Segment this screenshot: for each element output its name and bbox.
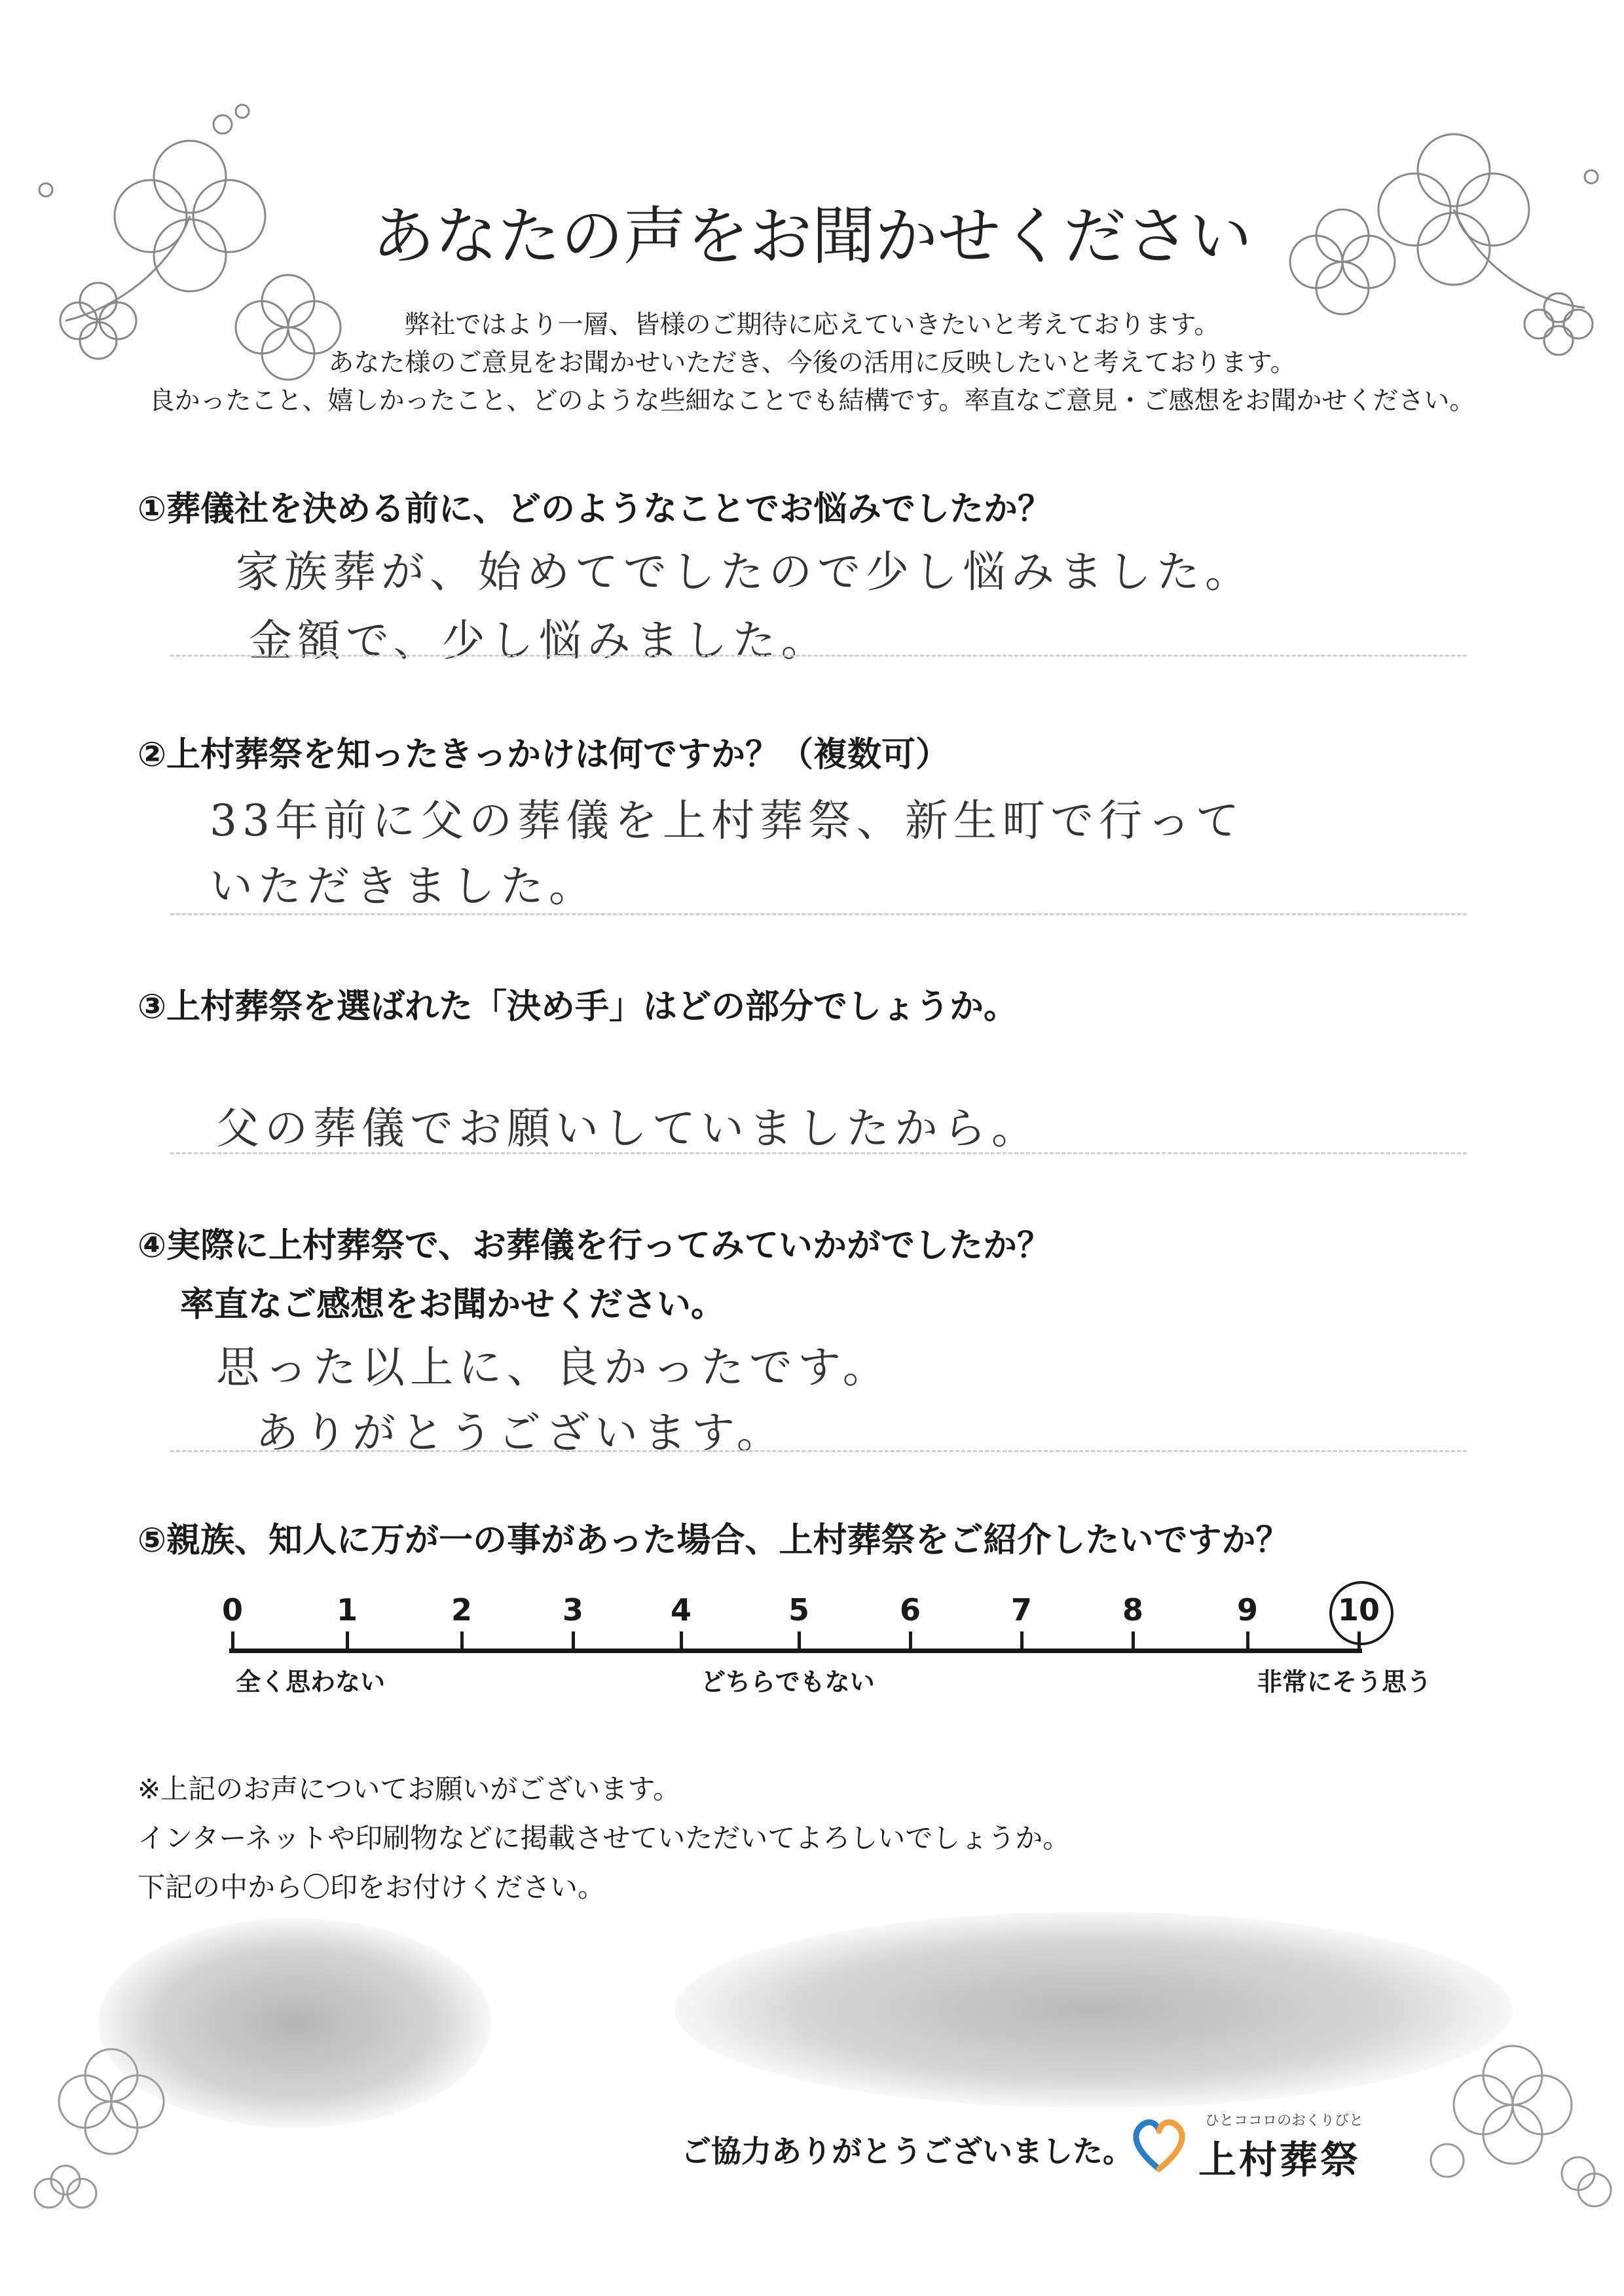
- scale-number[interactable]: 4: [670, 1592, 692, 1628]
- brand-name: 上村葬祭: [1198, 2138, 1361, 2182]
- scale-right-label: 非常にそう思う: [1257, 1667, 1432, 1696]
- scale-tick: [909, 1631, 912, 1651]
- scale-tick: [680, 1631, 683, 1651]
- scale-number[interactable]: 10: [1337, 1592, 1380, 1628]
- intro-line: 弊社ではより一層、皆様のご期待に応えていきたいと考えております。: [404, 310, 1220, 340]
- question-1-label: ①葬儀社を決める前に、どのようなことでお悩みでしたか？: [138, 490, 1052, 529]
- scale-number[interactable]: 5: [788, 1592, 809, 1628]
- scale-number[interactable]: 7: [1010, 1592, 1032, 1628]
- question-4-label: ④実際に上村葬祭で、お葬儀を行ってみていかがでしたか？: [138, 1226, 1051, 1266]
- scale-tick: [346, 1631, 349, 1651]
- intro-line: あなた様のご意見をお聞かせいただき、今後の活用に反映したいと考えております。: [328, 348, 1296, 378]
- scale-tick: [572, 1631, 575, 1651]
- answer-divider: [170, 655, 1467, 657]
- scale-number[interactable]: 8: [1122, 1592, 1143, 1628]
- scale-number[interactable]: 6: [899, 1592, 921, 1628]
- question-4-answer-line: ありがとうございます。: [255, 1408, 785, 1458]
- rating-scale-line: [229, 1649, 1362, 1653]
- note-line: 下記の中から〇印をお付けください。: [138, 1871, 606, 1903]
- scale-tick: [1132, 1631, 1135, 1651]
- intro-line: 良かったこと、嬉しかったこと、どのような些細なことでも結構です。率直なご意見・ご感想をお聞かせください。: [149, 386, 1475, 416]
- note-line: インターネットや印刷物などに掲載させていただいてよろしいでしょうか。: [138, 1822, 1071, 1854]
- scale-number[interactable]: 1: [336, 1592, 358, 1628]
- question-3-answer-line: 父の葬儀でお願いしていましたから。: [216, 1103, 1040, 1154]
- page-title: あなたの声をお聞かせください: [372, 200, 1252, 273]
- note-line: ※上記のお声についてお願いがございます。: [138, 1773, 680, 1805]
- answer-divider: [170, 1450, 1467, 1452]
- question-3-label: ③上村葬祭を選ばれた「決め手」はどの部分でしょうか。: [138, 987, 1018, 1027]
- question-4-sublabel: 率直なご感想をお聞かせください。: [180, 1285, 726, 1324]
- heart-logo-icon: [1126, 2111, 1192, 2177]
- scale-number[interactable]: 0: [221, 1592, 243, 1628]
- scale-number[interactable]: 9: [1236, 1592, 1258, 1628]
- answer-divider: [170, 913, 1467, 915]
- question-2-answer-line: いただきました。: [210, 861, 597, 911]
- question-2-label: ②上村葬祭を知ったきっかけは何ですか？（複数可）: [138, 735, 950, 774]
- scale-tick: [1020, 1631, 1024, 1651]
- redacted-area-left: [98, 1918, 491, 2128]
- scale-tick: [231, 1631, 234, 1651]
- question-2-answer-line: 33年前に父の葬儀を上村葬祭、新生町で行って: [210, 795, 1244, 846]
- scale-tick: [1246, 1631, 1249, 1651]
- brand-tagline: ひとココロのおくりびと: [1205, 2113, 1364, 2129]
- scale-mid-label: どちらでもない: [701, 1667, 875, 1696]
- redacted-area-right: [674, 1912, 1513, 2108]
- answer-divider: [170, 1152, 1467, 1154]
- question-1-answer-line: 金額で、少し悩みました。: [249, 615, 830, 666]
- selected-circle-mark: [1329, 1581, 1393, 1645]
- question-4-answer-line: 思った以上に、良かったです。: [216, 1342, 891, 1393]
- footer-thanks: ご協力ありがとうございました。: [681, 2134, 1133, 2169]
- scale-tick: [460, 1631, 464, 1651]
- scale-number[interactable]: 2: [451, 1592, 472, 1628]
- question-5-label: ⑤親族、知人に万が一の事があった場合、上村葬祭をご紹介したいですか？: [138, 1521, 1290, 1560]
- scale-number[interactable]: 3: [562, 1592, 583, 1628]
- scale-left-label: 全く思わない: [236, 1667, 386, 1696]
- question-1-answer-line: 家族葬が、始めてでしたので少し悩みました。: [236, 547, 1253, 597]
- scale-tick: [798, 1631, 801, 1651]
- intro-text: [0, 306, 1624, 420]
